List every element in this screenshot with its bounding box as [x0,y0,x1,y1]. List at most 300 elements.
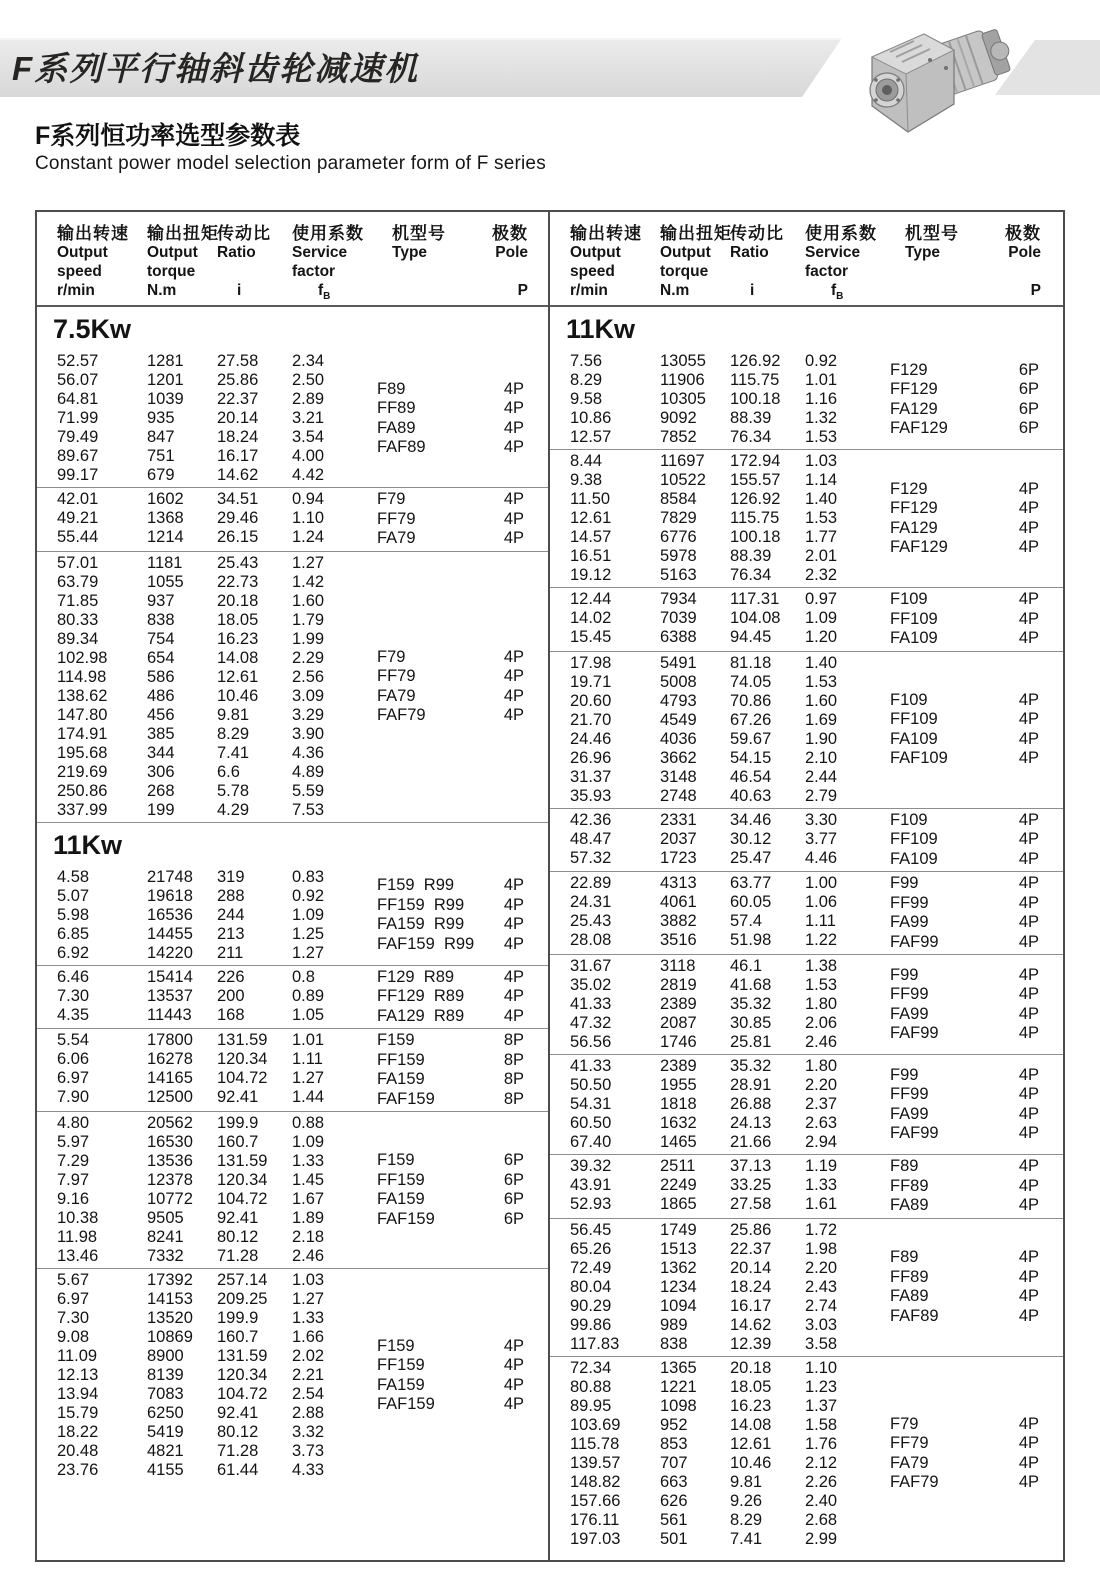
table-row: 174.91 385 8.29 3.90 [57,724,325,743]
pole-label: 4P [503,987,524,1005]
pole-label: 8P [503,1050,524,1069]
type-row [890,1454,1063,1474]
pole-label: 4P [1018,1176,1039,1195]
table-row: 9.08 10869 160.7 1.66 [57,1328,325,1346]
type-label: FA89 [377,418,416,437]
table-row: 102.98 654 14.08 2.29 [57,648,325,667]
type-row [890,1157,1063,1177]
type-row [377,1151,548,1171]
table-row: 35.02 2819 41.68 1.53 [570,976,838,994]
table-row: 219.69 306 6.6 4.89 [57,762,325,781]
table-row: 5.97 16530 160.7 1.09 [57,1133,325,1151]
type-label: FAF159 [377,1395,435,1413]
table-row: 25.43 3882 57.4 1.11 [570,912,836,930]
section-title: 11Kw [37,822,548,866]
type-row [890,590,1063,610]
type-row [377,510,548,530]
table-row: 21.70 4549 67.26 1.69 [570,710,838,729]
type-label: FA129 [890,399,938,418]
type-row [890,538,1063,558]
table-row: 117.83 838 12.39 3.58 [570,1334,838,1353]
pole-label: 4P [1018,932,1039,951]
table-row: 79.49 847 18.24 3.54 [57,428,325,446]
type-label: F159 [377,1031,415,1049]
data-block [550,1356,1063,1551]
type-row [890,966,1063,986]
table-row: 4.35 11443 168 1.05 [57,1005,325,1024]
table-row: 19.12 5163 76.34 2.32 [570,566,838,584]
pole-label: 4P [1018,1065,1039,1084]
data-block [37,551,548,822]
type-label: FA159 [377,1375,425,1394]
table-row: 35.93 2748 40.63 2.79 [570,786,838,805]
pole-label: 6P [1018,380,1039,398]
type-label: FF79 [890,1434,929,1452]
type-label: FA79 [890,1453,929,1472]
type-row [890,1473,1063,1493]
table-row: 7.30 13537 200 0.89 [57,986,325,1005]
type-row [890,1434,1063,1454]
data-block [37,350,548,487]
section-title: 11Kw [566,314,636,344]
type-label: F109 [890,590,928,608]
pole-label: 4P [503,509,524,528]
table-row: 176.11 561 8.29 2.68 [570,1510,838,1529]
pole-label: 4P [1018,874,1039,892]
pole-label: 4P [503,895,524,914]
table-left-half [37,212,550,1560]
pole-label: 4P [1018,690,1039,709]
pole-label: 4P [1018,1196,1039,1214]
pole-label: 4P [1018,629,1039,647]
table-row: 13.46 7332 71.28 2.46 [57,1247,325,1265]
type-row [377,706,548,726]
pole-label: 4P [1018,810,1039,829]
data-block [37,866,548,965]
type-row [890,749,1063,769]
type-label: F159 [377,1151,415,1169]
table-row: 8.29 11906 115.75 1.01 [570,371,838,389]
pole-label: 4P [503,876,524,894]
type-row [377,399,548,419]
table-row: 139.57 707 10.46 2.12 [570,1453,838,1472]
type-label: F89 [377,379,406,398]
data-block [550,1054,1063,1154]
table-row: 14.57 6776 100.18 1.77 [570,528,838,546]
type-row [890,519,1063,539]
type-row [890,380,1063,400]
table-body-left [37,307,548,1560]
pole-label: 4P [1018,499,1039,517]
type-row [890,691,1063,711]
pole-label: 4P [1018,609,1039,628]
type-label: FAF99 [890,1024,939,1042]
type-row [890,480,1063,500]
pole-label: 4P [1018,518,1039,537]
table-row: 56.45 1749 25.86 1.72 [570,1220,838,1239]
type-row [377,529,548,549]
page-heading-zh: F系列恒功率选型参数表 [35,122,301,150]
type-row [890,710,1063,730]
type-label: FF79 [377,509,416,528]
column-header-type: 机型号 Type [392,224,446,261]
table-row: 250.86 268 5.78 5.59 [57,781,325,800]
type-label: FF129 [890,499,938,517]
type-row [377,1171,548,1191]
column-header-factor: 使用系数 Service factor $f_B$ [805,224,877,303]
table-row: 4.58 21748 319 0.83 [57,867,325,886]
type-label: FA159 [377,1190,425,1208]
type-label: FAF109 [890,749,948,767]
table-row: 14.02 7039 104.08 1.09 [570,609,838,627]
type-label: FA79 [377,686,416,705]
data-block [550,449,1063,587]
table-row: 7.56 13055 126.92 0.92 [570,352,838,370]
table-row: 80.88 1221 18.05 1.23 [570,1377,838,1396]
table-row: 337.99 199 4.29 7.53 [57,800,325,819]
type-label: F99 [890,965,919,984]
pole-label: 4P [503,667,524,685]
type-label: FA99 [890,1104,929,1123]
table-row: 57.32 1723 25.47 4.46 [570,848,838,867]
table-row: 11.98 8241 80.12 2.18 [57,1228,325,1246]
column-header-type: 机型号 Type [905,224,959,261]
type-label: FA129 [890,518,938,537]
pole-label: 4P [503,934,524,953]
table-row: 48.47 2037 30.12 3.77 [570,829,838,848]
type-label: FA99 [890,913,929,931]
table-row: 6.97 14153 209.25 1.27 [57,1290,325,1308]
table-row: 11.50 8584 126.92 1.40 [570,490,838,508]
table-row: 10.86 9092 88.39 1.32 [570,409,838,427]
pole-label: 8P [503,1089,524,1108]
table-row: 103.69 952 14.08 1.58 [570,1415,838,1434]
pole-label: 4P [1018,1287,1039,1305]
type-label: FAF79 [377,706,426,724]
table-row: 16.51 5978 88.39 2.01 [570,547,838,565]
table-row: 52.57 1281 27.58 2.34 [57,352,325,370]
table-row: 7.29 13536 131.59 1.33 [57,1152,325,1170]
table-row: 80.04 1234 18.24 2.43 [570,1277,838,1296]
type-label: FF129 R89 [377,987,465,1005]
pole-label: 4P [1018,1085,1039,1103]
type-label: FF89 [377,399,416,417]
type-row [890,730,1063,750]
type-label: F89 [890,1248,919,1266]
table-row: 114.98 586 12.61 2.56 [57,667,325,686]
type-row [890,1177,1063,1197]
type-label: FF89 [890,1176,929,1195]
type-row [890,499,1063,519]
type-label: FF109 [890,830,938,848]
type-row [377,896,548,916]
table-row: 71.85 937 20.18 1.60 [57,591,325,610]
type-label: FAF99 [890,932,939,951]
type-row [377,648,548,668]
type-label: FAF129 [890,419,948,437]
type-row [377,968,548,988]
type-row [377,1337,548,1357]
pole-label: 4P [1018,893,1039,912]
table-row: 71.99 935 20.14 3.21 [57,409,325,427]
column-header-pole: 极数 Pole P [492,224,528,299]
table-header-left [37,212,548,307]
type-row [890,610,1063,630]
type-label: F129 [890,360,928,379]
pole-label: 4P [503,1375,524,1394]
table-row: 7.97 12378 120.34 1.45 [57,1171,325,1189]
type-row [890,850,1063,870]
pole-label: 4P [503,379,524,398]
data-block [37,965,548,1029]
type-row [890,1024,1063,1044]
type-label: F89 [890,1157,919,1175]
type-label: FF99 [890,893,929,912]
table-row: 23.76 4155 61.44 4.33 [57,1461,325,1479]
table-row: 31.67 3118 46.1 1.38 [570,957,838,975]
column-header-speed: 输出转速 Output speed r/min [57,224,129,299]
table-row: 7.30 13520 199.9 1.33 [57,1309,325,1327]
table-row: 52.93 1865 27.58 1.61 [570,1195,838,1213]
pole-label: 4P [1018,1414,1039,1433]
table-row: 90.29 1094 16.17 2.74 [570,1296,838,1315]
type-label: FF79 [377,667,416,685]
table-row: 43.91 2249 33.25 1.33 [570,1176,838,1194]
pole-label: 4P [1018,1104,1039,1123]
type-row [890,894,1063,914]
table-row: 8.44 11697 172.94 1.03 [570,452,838,470]
pole-label: 4P [1018,590,1039,608]
type-label: FA159 R99 [377,915,465,933]
type-label: F79 [377,490,406,508]
type-row [377,380,548,400]
pole-label: 4P [503,1356,524,1374]
data-block [37,1111,548,1268]
data-block [550,808,1063,872]
type-row [890,933,1063,953]
type-row [890,830,1063,850]
gearmotor-image [842,2,1022,152]
table-row: 72.49 1362 20.14 2.20 [570,1258,838,1277]
type-row [377,419,548,439]
pole-label: 4P [1018,913,1039,931]
table-row: 17.98 5491 81.18 1.40 [570,653,838,672]
type-row [890,1307,1063,1327]
table-row: 6.92 14220 211 1.27 [57,943,325,962]
table-row: 197.03 501 7.41 2.99 [570,1529,838,1548]
type-label: FAF89 [377,438,426,456]
type-label: FAF89 [890,1306,939,1325]
type-label: FF159 [377,1050,425,1069]
data-block [37,1268,548,1482]
table-row: 65.26 1513 22.37 1.98 [570,1239,838,1258]
pole-label: 4P [503,967,524,986]
banner-title: F系列平行轴斜齿轮减速机 [12,50,420,87]
data-block [550,587,1063,651]
table-row: 60.50 1632 24.13 2.63 [570,1114,838,1132]
table-row: 99.17 679 14.62 4.42 [57,466,325,484]
type-row [377,1376,548,1396]
type-label: F109 [890,810,928,829]
type-row [890,874,1063,894]
type-row [377,490,548,510]
type-row [377,1210,548,1230]
type-row [890,1005,1063,1025]
table-row: 138.62 486 10.46 3.09 [57,686,325,705]
pole-label: 4P [1018,1267,1039,1286]
table-row: 64.81 1039 22.37 2.89 [57,390,325,408]
pole-label: 4P [1018,749,1039,767]
table-row: 39.32 2511 37.13 1.19 [570,1157,838,1175]
table-row: 12.44 7934 117.31 0.97 [570,590,838,608]
pole-label: 6P [503,1151,524,1169]
column-header-torque: 输出扭矩 Output torque N.m [660,224,732,299]
table-row: 18.22 5419 80.12 3.32 [57,1423,325,1441]
type-label: FA129 R89 [377,1006,465,1025]
table-body-right [550,307,1063,1560]
pole-label: 4P [1018,1124,1039,1142]
pole-label: 4P [503,686,524,705]
type-row [377,935,548,955]
table-row: 157.66 626 9.26 2.40 [570,1491,838,1510]
pole-label: 4P [1018,729,1039,748]
table-row: 6.97 14165 104.72 1.27 [57,1069,325,1087]
pole-label: 4P [503,1336,524,1355]
type-label: FA99 [890,1004,929,1023]
type-row [377,1395,548,1415]
type-label: F159 [377,1336,415,1355]
table-row: 115.78 853 12.61 1.76 [570,1434,838,1453]
table-row: 5.54 17800 131.59 1.01 [57,1031,325,1049]
type-row [890,629,1063,649]
table-row: 41.33 2389 35.32 1.80 [570,1057,838,1075]
table-row: 10.38 9505 92.41 1.89 [57,1209,325,1227]
table-row: 57.01 1181 25.43 1.27 [57,553,325,572]
type-label: FF99 [890,1085,929,1103]
pole-label: 4P [1018,1024,1039,1042]
type-row [377,987,548,1007]
pole-label: 4P [503,706,524,724]
pole-label: 4P [1018,1453,1039,1472]
data-block [550,1218,1063,1356]
table-row: 80.33 838 18.05 1.79 [57,610,325,629]
pole-label: 4P [503,1395,524,1413]
type-row [890,1124,1063,1144]
table-row: 15.79 6250 92.41 2.88 [57,1404,325,1422]
column-header-speed: 输出转速 Output speed r/min [570,224,642,299]
type-row [377,1051,548,1071]
table-row: 6.46 15414 226 0.8 [57,967,315,986]
table-row: 67.40 1465 21.66 2.94 [570,1133,838,1151]
type-row [377,1356,548,1376]
data-block [37,487,548,551]
type-row [890,361,1063,381]
type-label: F79 [890,1414,919,1433]
pole-label: 8P [503,1031,524,1049]
column-header-ratio: 传动比 Ratio i [730,224,784,299]
type-row [377,1090,548,1110]
type-label: FA109 [890,729,938,748]
type-row [890,1248,1063,1268]
table-row: 20.48 4821 71.28 3.73 [57,1442,325,1460]
type-label: FA159 [377,1070,425,1088]
type-row [377,667,548,687]
section-title: 7.5Kw [53,314,132,344]
type-label: F99 [890,1065,919,1084]
pole-label: 4P [1018,1248,1039,1266]
type-label: F109 [890,690,928,709]
type-label: FAF159 R99 [377,934,475,953]
table-row: 24.46 4036 59.67 1.90 [570,729,838,748]
table-row: 42.01 1602 34.51 0.94 [57,490,325,508]
table-row: 6.06 16278 120.34 1.11 [57,1050,323,1068]
type-row [377,1070,548,1090]
pole-label: 6P [1018,360,1039,379]
type-label: F79 [377,647,406,666]
table-row: 26.96 3662 54.15 2.10 [570,748,838,767]
table-row: 31.37 3148 46.54 2.44 [570,767,838,786]
type-label: FAF99 [890,1124,939,1142]
table-row: 5.07 19618 288 0.92 [57,886,325,905]
table-row: 72.34 1365 20.18 1.10 [570,1358,838,1377]
type-row [377,1190,548,1210]
pole-label: 6P [503,1190,524,1208]
type-label: FAF129 [890,538,948,556]
type-label: F159 R99 [377,876,455,894]
type-row [377,915,548,935]
table-row: 41.33 2389 35.32 1.80 [570,995,838,1013]
table-row: 5.67 17392 257.14 1.03 [57,1271,325,1289]
table-row: 89.67 751 16.17 4.00 [57,447,325,465]
type-row [890,811,1063,831]
pole-label: 4P [1018,538,1039,556]
type-label: FF99 [890,985,929,1003]
data-block [550,871,1063,954]
table-row: 28.08 3516 51.98 1.22 [570,931,838,949]
type-row [890,419,1063,439]
data-block [37,1028,548,1111]
pole-label: 6P [503,1209,524,1228]
table-row: 9.38 10522 155.57 1.14 [570,471,838,489]
table-row: 19.71 5008 74.05 1.53 [570,672,838,691]
table-row: 11.09 8900 131.59 2.02 [57,1347,325,1365]
table-row: 4.80 20562 199.9 0.88 [57,1114,325,1132]
type-row [377,1031,548,1051]
type-row [890,1287,1063,1307]
pole-label: 4P [1018,1004,1039,1023]
table-row: 148.82 663 9.81 2.26 [570,1472,838,1491]
column-header-factor: 使用系数 Service factor $f_B$ [292,224,364,303]
table-row: 50.50 1955 28.91 2.20 [570,1076,838,1094]
table-row: 195.68 344 7.41 4.36 [57,743,325,762]
pole-label: 4P [503,438,524,456]
pole-label: 4P [503,529,524,547]
pole-label: 4P [503,418,524,437]
table-row: 22.89 4313 63.77 1.00 [570,874,838,892]
data-block [550,651,1063,808]
table-row: 13.94 7083 104.72 2.54 [57,1385,325,1403]
pole-label: 4P [1018,1306,1039,1325]
pole-label: 4P [1018,965,1039,984]
type-row [890,1105,1063,1125]
pole-label: 4P [1018,985,1039,1003]
data-block [550,954,1063,1054]
table-row: 24.31 4061 60.05 1.06 [570,893,838,911]
table-row: 15.45 6388 94.45 1.20 [570,628,838,646]
data-block [550,350,1063,449]
type-label: FF129 [890,380,938,398]
pole-label: 4P [1018,710,1039,728]
